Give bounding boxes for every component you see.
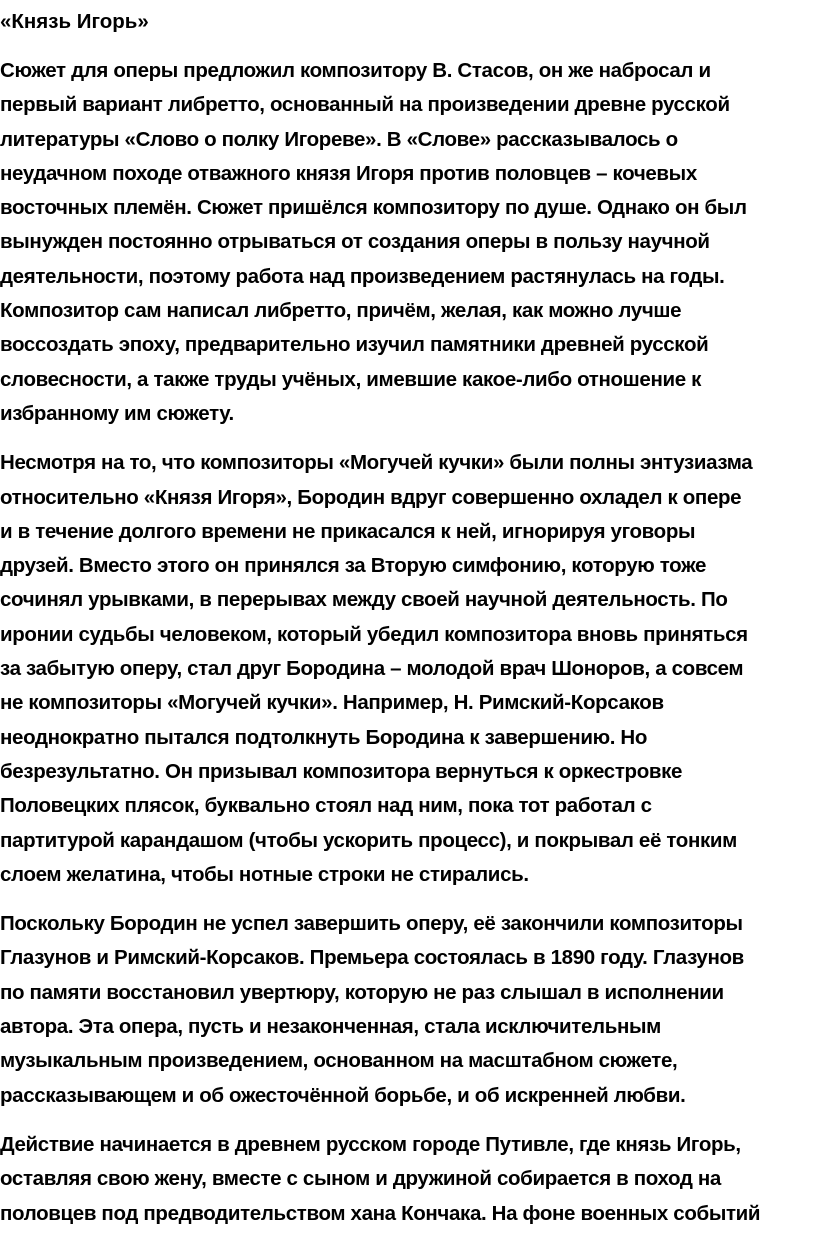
text-line: деятельности, поэтому работа над произведением растянулась на годы. (0, 264, 725, 288)
text-line: оставляя свою жену, вместе с сыном и дружиной собирается в поход на (0, 1167, 721, 1191)
text-line: по памяти восстановил увертюру, которую не раз слышал в исполнении (0, 980, 724, 1004)
text-line: первый вариант либретто, основанный на произведении древне русской (0, 93, 730, 117)
text-line: безрезультатно. Он призывал композитора вернуться к оркестровке (0, 759, 683, 783)
text-line: восточных племён. Сюжет пришёлся композитору по душе. Однако он был (0, 196, 747, 220)
text-line: слоем желатина, чтобы нотные строки не стирались. (0, 862, 529, 886)
text-line: неоднократно пытался подтолкнуть Бородина к завершению. Но (0, 725, 648, 749)
text-line: литературы «Слово о полку Игореве». В «Слове» рассказывалось о (0, 127, 678, 151)
text-line: не композиторы «Могучей кучки». Например, Н. Римский-Корсаков (0, 691, 664, 715)
document-title: «Князь Игорь» (0, 10, 149, 33)
text-line: Глазунов и Римский-Корсаков. Премьера состоялась в 1890 году. Глазунов (0, 946, 744, 970)
text-line: и в течение долгого времени не прикасался к ней, игнорируя уговоры (0, 519, 696, 543)
text-line: партитурой карандашом (чтобы ускорить процесс), и покрывал её тонким (0, 828, 737, 852)
text-line: музыкальным произведением, основанном на масштабном сюжете, (0, 1049, 678, 1073)
text-line: вынужден постоянно отрываться от создания оперы в пользу научной (0, 230, 710, 254)
paragraph-3 (0, 907, 816, 1113)
text-line: избранному им сюжету. (0, 401, 234, 425)
text-line: неудачном походе отважного князя Игоря против половцев – кочевых (0, 161, 697, 185)
text-line: иронии судьбы человеком, который убедил композитора вновь приняться (0, 622, 748, 646)
text-line: Сюжет для оперы предложил композитору В. Стасов, он же набросал и (0, 59, 711, 82)
text-line: Несмотря на то, что композиторы «Могучей кучки» были полны энтузиазма (0, 451, 753, 475)
text-line: половцев под предводительством хана Кончака. На фоне военных событий (0, 1201, 761, 1225)
paragraph-2 (0, 446, 816, 892)
text-line: за забытую оперу, стал друг Бородина – молодой врач Шоноров, а совсем (0, 657, 744, 681)
text-line: автора. Эта опера, пусть и незаконченная, стала исключительным (0, 1015, 661, 1039)
text-line: воссоздать эпоху, предварительно изучил памятники древней русской (0, 333, 709, 357)
text-line: Половецких плясок, буквально стоял над ним, пока тот работал с (0, 794, 652, 818)
text-line: Действие начинается в древнем русском городе Путивле, где князь Игорь, (0, 1132, 741, 1156)
text-line: словесности, а также труды учёных, имевшие какое-либо отношение к (0, 367, 702, 391)
text-line: друзей. Вместо этого он принялся за Вторую симфонию, которую тоже (0, 554, 707, 578)
paragraph-4 (0, 1128, 816, 1231)
text-line: Композитор сам написал либретто, причём, желая, как можно лучше (0, 299, 682, 323)
paragraph-1 (0, 54, 816, 431)
text-line: относительно «Князя Игоря», Бородин вдруг совершенно охладел к опере (0, 485, 742, 509)
text-line: рассказывающем и об ожесточённой борьбе, и об искренней любви. (0, 1083, 686, 1107)
text-line: Поскольку Бородин не успел завершить оперу, её закончили композиторы (0, 912, 743, 936)
text-line: сочинял урывками, в перерывах между своей научной деятельность. По (0, 588, 728, 612)
